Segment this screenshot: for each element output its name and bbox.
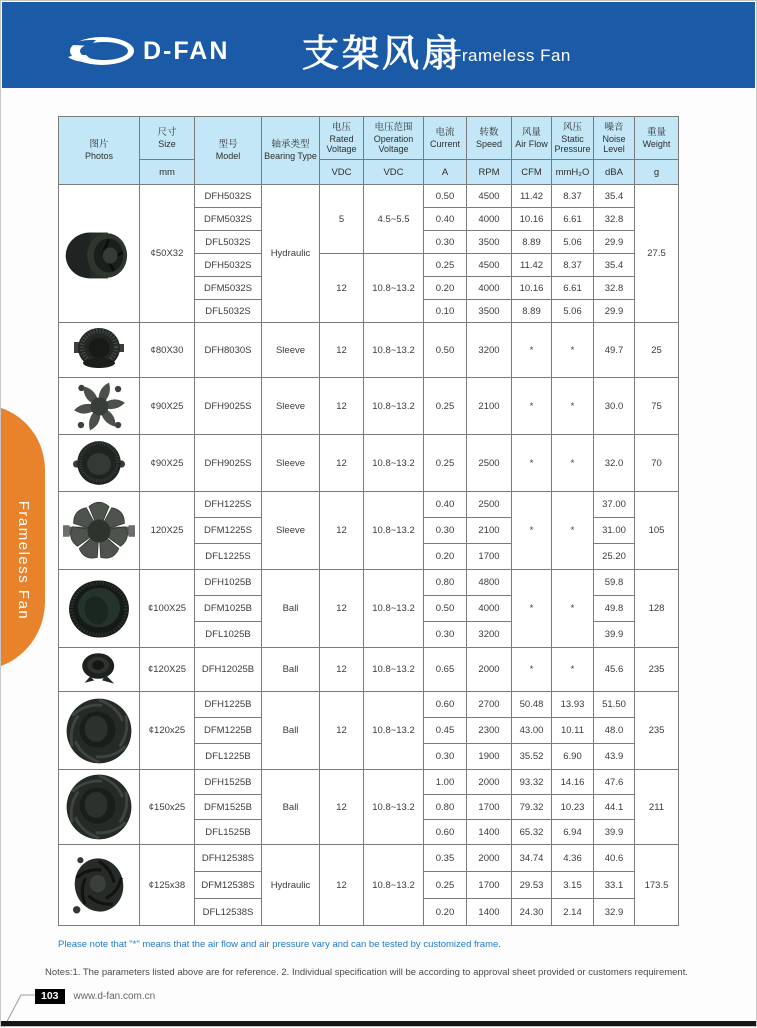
voltage-range-cell: 10.8~13.2: [364, 692, 424, 770]
noise-cell: 25.20: [594, 544, 635, 570]
speed-cell: 3200: [467, 622, 512, 648]
fan-photo-cell: [59, 435, 140, 492]
voltage-range-cell: 4.5~5.5: [364, 185, 424, 254]
current-cell: 0.25: [424, 378, 467, 435]
weight-cell: 25: [635, 323, 679, 378]
airflow-cell: 11.42: [512, 254, 552, 277]
col-operation-voltage-en: Operation Voltage: [373, 133, 414, 154]
size-cell: ¢90X25: [140, 435, 195, 492]
star-axial-fan-photo: [63, 495, 135, 567]
model-cell: DFL12538S: [195, 899, 262, 926]
col-rated-voltage-cn: 电压: [331, 121, 351, 133]
weight-cell: 105: [635, 492, 679, 570]
col-speed-cn: 转数: [479, 126, 499, 138]
current-cell: 0.25: [424, 435, 467, 492]
model-cell: DFL1025B: [195, 622, 262, 648]
spec-row: [59, 770, 679, 795]
page-number-badge: 103: [35, 989, 65, 1004]
model-cell: DFM1525B: [195, 795, 262, 820]
speed-cell: 4000: [467, 208, 512, 231]
spec-row: [59, 648, 679, 692]
current-cell: 1.00: [424, 770, 467, 795]
airflow-cell: 29.53: [512, 872, 552, 899]
weight-cell: 211: [635, 770, 679, 845]
speed-cell: 1900: [467, 744, 512, 770]
rated-voltage-cell: 12: [320, 435, 364, 492]
bearing-cell: Hydraulic: [262, 845, 320, 926]
static-pressure-cell: 4.36: [552, 845, 594, 872]
fan-photo-cell: [59, 570, 140, 648]
static-pressure-cell: *: [552, 492, 594, 570]
airflow-cell: 24.30: [512, 899, 552, 926]
size-cell: ¢50X32: [140, 185, 195, 323]
noise-cell: 45.6: [594, 648, 635, 692]
speed-cell: 4800: [467, 570, 512, 596]
noise-cell: 29.9: [594, 300, 635, 323]
unit-gram: g: [635, 160, 679, 185]
model-cell: DFM5032S: [195, 208, 262, 231]
speed-cell: 2100: [467, 518, 512, 544]
rated-voltage-cell: 12: [320, 692, 364, 770]
col-photos: [59, 117, 140, 185]
airflow-cell: 10.16: [512, 277, 552, 300]
col-model: [195, 117, 262, 185]
noise-cell: 37.00: [594, 492, 635, 518]
spec-row: [59, 378, 679, 435]
weight-cell: 128: [635, 570, 679, 648]
unit-mm: mm: [140, 160, 195, 185]
noise-cell: 44.1: [594, 795, 635, 820]
bearing-cell: Sleeve: [262, 323, 320, 378]
weight-cell: 235: [635, 692, 679, 770]
voltage-range-cell: 10.8~13.2: [364, 570, 424, 648]
model-cell: DFH5032S: [195, 254, 262, 277]
noise-cell: 35.4: [594, 254, 635, 277]
rated-voltage-cell: 12: [320, 254, 364, 323]
static-pressure-cell: *: [552, 378, 594, 435]
unit-dba: dBA: [594, 160, 635, 185]
voltage-range-cell: 10.8~13.2: [364, 323, 424, 378]
current-cell: 0.45: [424, 718, 467, 744]
col-noise-level: [594, 117, 635, 160]
col-noise-cn: 噪音: [604, 121, 624, 133]
airflow-cell: 79.32: [512, 795, 552, 820]
col-weight-cn: 重量: [646, 126, 666, 138]
speed-cell: 3200: [467, 323, 512, 378]
col-current-en: Current: [429, 138, 460, 149]
current-cell: 0.10: [424, 300, 467, 323]
current-cell: 0.30: [424, 622, 467, 648]
current-cell: 0.40: [424, 492, 467, 518]
round-blower-photo: [63, 695, 135, 767]
static-pressure-cell: *: [552, 435, 594, 492]
col-model-en: Model: [215, 151, 241, 162]
model-cell: DFL1525B: [195, 820, 262, 845]
model-cell: DFH1025B: [195, 570, 262, 596]
rated-voltage-cell: 12: [320, 492, 364, 570]
model-cell: DFM12538S: [195, 872, 262, 899]
noise-cell: 49.7: [594, 323, 635, 378]
col-air-flow-en: Air Flow: [515, 138, 548, 149]
speed-cell: 4500: [467, 254, 512, 277]
current-cell: 0.25: [424, 872, 467, 899]
voltage-range-cell: 10.8~13.2: [364, 435, 424, 492]
noise-cell: 51.50: [594, 692, 635, 718]
airflow-cell: 43.00: [512, 718, 552, 744]
spec-row: [59, 570, 679, 596]
bearing-cell: Ball: [262, 692, 320, 770]
col-photos-en: Photos: [84, 151, 114, 162]
bottom-edge-bar: [1, 1021, 756, 1026]
speed-cell: 3500: [467, 231, 512, 254]
bearing-cell: Sleeve: [262, 492, 320, 570]
static-pressure-cell: 6.61: [552, 277, 594, 300]
fan-photo-cell: [59, 770, 140, 845]
rated-voltage-cell: 12: [320, 845, 364, 926]
speed-cell: 1400: [467, 820, 512, 845]
static-pressure-cell: 6.61: [552, 208, 594, 231]
unit-cfm: CFM: [512, 160, 552, 185]
size-cell: ¢80X30: [140, 323, 195, 378]
airflow-cell: *: [512, 323, 552, 378]
model-cell: DFH12538S: [195, 845, 262, 872]
unit-operation-vdc: VDC: [364, 160, 424, 185]
dome-fan-ears-photo: [66, 437, 132, 489]
spec-table: [58, 116, 679, 926]
ring-dome-fan-photo: [65, 574, 133, 644]
model-cell: DFH9025S: [195, 435, 262, 492]
col-static-pressure: [552, 117, 594, 160]
static-pressure-cell: 3.15: [552, 872, 594, 899]
model-cell: DFH5032S: [195, 185, 262, 208]
size-cell: ¢120X25: [140, 648, 195, 692]
rated-voltage-cell: 12: [320, 648, 364, 692]
model-cell: DFH9025S: [195, 378, 262, 435]
speed-cell: 2700: [467, 692, 512, 718]
bearing-cell: Hydraulic: [262, 185, 320, 323]
static-pressure-cell: 6.90: [552, 744, 594, 770]
static-pressure-cell: 5.06: [552, 231, 594, 254]
airflow-cell: 10.16: [512, 208, 552, 231]
speed-cell: 2100: [467, 378, 512, 435]
noise-cell: 32.8: [594, 208, 635, 231]
spec-row: [59, 692, 679, 718]
voltage-range-cell: 10.8~13.2: [364, 378, 424, 435]
current-cell: 0.50: [424, 185, 467, 208]
current-cell: 0.40: [424, 208, 467, 231]
col-size-cn: 尺寸: [157, 126, 177, 138]
asterisk-note: Please note that "*" means that the air flow and air pressure vary and can be tested by customized frame.: [58, 939, 501, 950]
current-cell: 0.50: [424, 323, 467, 378]
airflow-cell: 34.74: [512, 845, 552, 872]
size-cell: ¢90X25: [140, 378, 195, 435]
static-pressure-cell: 2.14: [552, 899, 594, 926]
noise-cell: 32.8: [594, 277, 635, 300]
airflow-cell: *: [512, 648, 552, 692]
brand-name: D-FAN: [143, 37, 230, 65]
col-weight: [635, 117, 679, 160]
noise-cell: 31.00: [594, 518, 635, 544]
spec-row: [59, 845, 679, 872]
current-cell: 0.60: [424, 820, 467, 845]
col-size: [140, 117, 195, 160]
current-cell: 0.50: [424, 596, 467, 622]
static-pressure-cell: *: [552, 648, 594, 692]
noise-cell: 59.8: [594, 570, 635, 596]
model-cell: DFL5032S: [195, 300, 262, 323]
col-current-cn: 电流: [435, 126, 455, 138]
rated-voltage-cell: 12: [320, 378, 364, 435]
noise-cell: 30.0: [594, 378, 635, 435]
col-speed: [467, 117, 512, 160]
col-air-flow: [512, 117, 552, 160]
spec-table-body: [59, 185, 679, 926]
size-cell: ¢150x25: [140, 770, 195, 845]
current-cell: 0.60: [424, 692, 467, 718]
rated-voltage-cell: 12: [320, 323, 364, 378]
current-cell: 0.25: [424, 254, 467, 277]
reference-notes: Notes:1. The parameters listed above are for reference. 2. Individual specification will be according to approval sheet provided or customers requirement.: [45, 967, 688, 978]
current-cell: 0.20: [424, 277, 467, 300]
col-operation-voltage: [364, 117, 424, 160]
fan-photo-cell: [59, 185, 140, 323]
airflow-cell: *: [512, 570, 552, 648]
bearing-cell: Ball: [262, 648, 320, 692]
model-cell: DFH1225S: [195, 492, 262, 518]
fan-photo-cell: [59, 648, 140, 692]
col-photos-cn: 图片: [89, 139, 109, 151]
static-pressure-cell: 6.94: [552, 820, 594, 845]
airflow-cell: 50.48: [512, 692, 552, 718]
model-cell: DFM5032S: [195, 277, 262, 300]
model-cell: DFL5032S: [195, 231, 262, 254]
current-cell: 0.35: [424, 845, 467, 872]
col-model-cn: 型号: [218, 139, 238, 151]
noise-cell: 32.9: [594, 899, 635, 926]
airflow-cell: 8.89: [512, 300, 552, 323]
model-cell: DFH1225B: [195, 692, 262, 718]
col-bearing-type: [262, 117, 320, 185]
static-pressure-cell: 8.37: [552, 185, 594, 208]
bearing-cell: Sleeve: [262, 378, 320, 435]
col-size-en: Size: [158, 138, 176, 149]
size-cell: ¢125x38: [140, 845, 195, 926]
dfan-swoosh-icon: [66, 35, 136, 67]
spec-row: [59, 492, 679, 518]
unit-mmh2o: mmH₂O: [552, 160, 594, 185]
current-cell: 0.80: [424, 570, 467, 596]
brand-logo: [66, 35, 229, 67]
current-cell: 0.80: [424, 795, 467, 820]
noise-cell: 40.6: [594, 845, 635, 872]
axial-fan-ears-photo: [72, 380, 127, 433]
rated-voltage-cell: 5: [320, 185, 364, 254]
static-pressure-cell: 8.37: [552, 254, 594, 277]
noise-cell: 33.1: [594, 872, 635, 899]
static-pressure-cell: 10.23: [552, 795, 594, 820]
bearing-cell: Sleeve: [262, 435, 320, 492]
static-pressure-cell: 10.11: [552, 718, 594, 744]
size-cell: ¢100X25: [140, 570, 195, 648]
noise-cell: 39.9: [594, 820, 635, 845]
current-cell: 0.65: [424, 648, 467, 692]
fan-photo-cell: [59, 492, 140, 570]
noise-cell: 35.4: [594, 185, 635, 208]
noise-cell: 49.8: [594, 596, 635, 622]
page-title-english: Frameless Fan: [451, 46, 571, 65]
col-operation-voltage-cn: 电压范围: [374, 121, 413, 133]
bearing-cell: Ball: [262, 770, 320, 845]
speed-cell: 2500: [467, 435, 512, 492]
voltage-range-cell: 10.8~13.2: [364, 648, 424, 692]
speed-cell: 1700: [467, 544, 512, 570]
page-footer-line: [35, 989, 155, 1004]
rated-voltage-cell: 12: [320, 770, 364, 845]
airflow-cell: *: [512, 378, 552, 435]
static-pressure-cell: 13.93: [552, 692, 594, 718]
fan-photo-cell: [59, 378, 140, 435]
col-bearing-en: Bearing Type: [264, 151, 317, 162]
rated-voltage-cell: 12: [320, 570, 364, 648]
weight-cell: 75: [635, 378, 679, 435]
current-cell: 0.30: [424, 518, 467, 544]
static-pressure-cell: *: [552, 570, 594, 648]
spec-row: [59, 435, 679, 492]
airflow-cell: 93.32: [512, 770, 552, 795]
bearing-cell: Ball: [262, 570, 320, 648]
spec-row: [59, 323, 679, 378]
side-tab-label: Frameless Fan: [15, 500, 32, 621]
airflow-cell: 11.42: [512, 185, 552, 208]
unit-rpm: RPM: [467, 160, 512, 185]
voltage-range-cell: 10.8~13.2: [364, 254, 424, 323]
size-cell: ¢120x25: [140, 692, 195, 770]
unit-rated-vdc: VDC: [320, 160, 364, 185]
col-air-flow-cn: 风量: [521, 126, 541, 138]
current-cell: 0.20: [424, 899, 467, 926]
static-pressure-cell: *: [552, 323, 594, 378]
airflow-cell: 35.52: [512, 744, 552, 770]
col-static-pressure-en: Static Pressure: [554, 133, 591, 154]
noise-cell: 39.9: [594, 622, 635, 648]
static-pressure-cell: 14.16: [552, 770, 594, 795]
fan-photo-cell: [59, 692, 140, 770]
voltage-range-cell: 10.8~13.2: [364, 845, 424, 926]
model-cell: DFM1025B: [195, 596, 262, 622]
page-title-chinese: 支架风扇: [302, 33, 462, 74]
speed-cell: 4000: [467, 596, 512, 622]
weight-cell: 173.5: [635, 845, 679, 926]
fan-photo-cell: [59, 323, 140, 378]
fan-photo-cell: [59, 845, 140, 926]
spec-row: [59, 185, 679, 208]
header-bar: [2, 2, 755, 88]
col-noise-en: Noise Level: [602, 133, 626, 154]
weight-cell: 27.5: [635, 185, 679, 323]
weight-cell: 235: [635, 648, 679, 692]
drum-impeller-photo: [62, 214, 136, 294]
noise-cell: 43.9: [594, 744, 635, 770]
speed-cell: 1400: [467, 899, 512, 926]
col-speed-en: Speed: [475, 138, 503, 149]
speed-cell: 2000: [467, 845, 512, 872]
small-impeller-foot-photo: [73, 650, 125, 690]
voltage-range-cell: 10.8~13.2: [364, 492, 424, 570]
col-rated-voltage-en: Rated Voltage: [326, 133, 357, 154]
airflow-cell: 65.32: [512, 820, 552, 845]
col-weight-en: Weight: [642, 138, 671, 149]
website-text: www.d-fan.com.cn: [73, 991, 156, 1002]
speed-cell: 3500: [467, 300, 512, 323]
noise-cell: 32.0: [594, 435, 635, 492]
current-cell: 0.30: [424, 744, 467, 770]
speed-cell: 4000: [467, 277, 512, 300]
col-bearing-cn: 轴承类型: [271, 139, 310, 151]
model-cell: DFH12025B: [195, 648, 262, 692]
round-blower-photo: [63, 771, 135, 843]
speed-cell: 2500: [467, 492, 512, 518]
current-cell: 0.30: [424, 231, 467, 254]
noise-cell: 29.9: [594, 231, 635, 254]
voltage-range-cell: 10.8~13.2: [364, 770, 424, 845]
model-cell: DFM1225B: [195, 718, 262, 744]
model-cell: DFH1525B: [195, 770, 262, 795]
model-cell: DFH8030S: [195, 323, 262, 378]
model-cell: DFL1225S: [195, 544, 262, 570]
spec-table-head: [59, 117, 679, 185]
static-pressure-cell: 5.06: [552, 300, 594, 323]
angled-impeller-photo: [68, 848, 130, 922]
noise-cell: 47.6: [594, 770, 635, 795]
weight-cell: 70: [635, 435, 679, 492]
round-blower-tabs-photo: [60, 325, 138, 375]
speed-cell: 2300: [467, 718, 512, 744]
speed-cell: 1700: [467, 795, 512, 820]
current-cell: 0.20: [424, 544, 467, 570]
airflow-cell: *: [512, 492, 552, 570]
col-rated-voltage: [320, 117, 364, 160]
airflow-cell: *: [512, 435, 552, 492]
model-cell: DFM1225S: [195, 518, 262, 544]
speed-cell: 2000: [467, 648, 512, 692]
col-current: [424, 117, 467, 160]
noise-cell: 48.0: [594, 718, 635, 744]
unit-amp: A: [424, 160, 467, 185]
airflow-cell: 8.89: [512, 231, 552, 254]
model-cell: DFL1225B: [195, 744, 262, 770]
speed-cell: 1700: [467, 872, 512, 899]
size-cell: 120X25: [140, 492, 195, 570]
speed-cell: 4500: [467, 185, 512, 208]
speed-cell: 2000: [467, 770, 512, 795]
col-static-pressure-cn: 风压: [562, 121, 582, 133]
